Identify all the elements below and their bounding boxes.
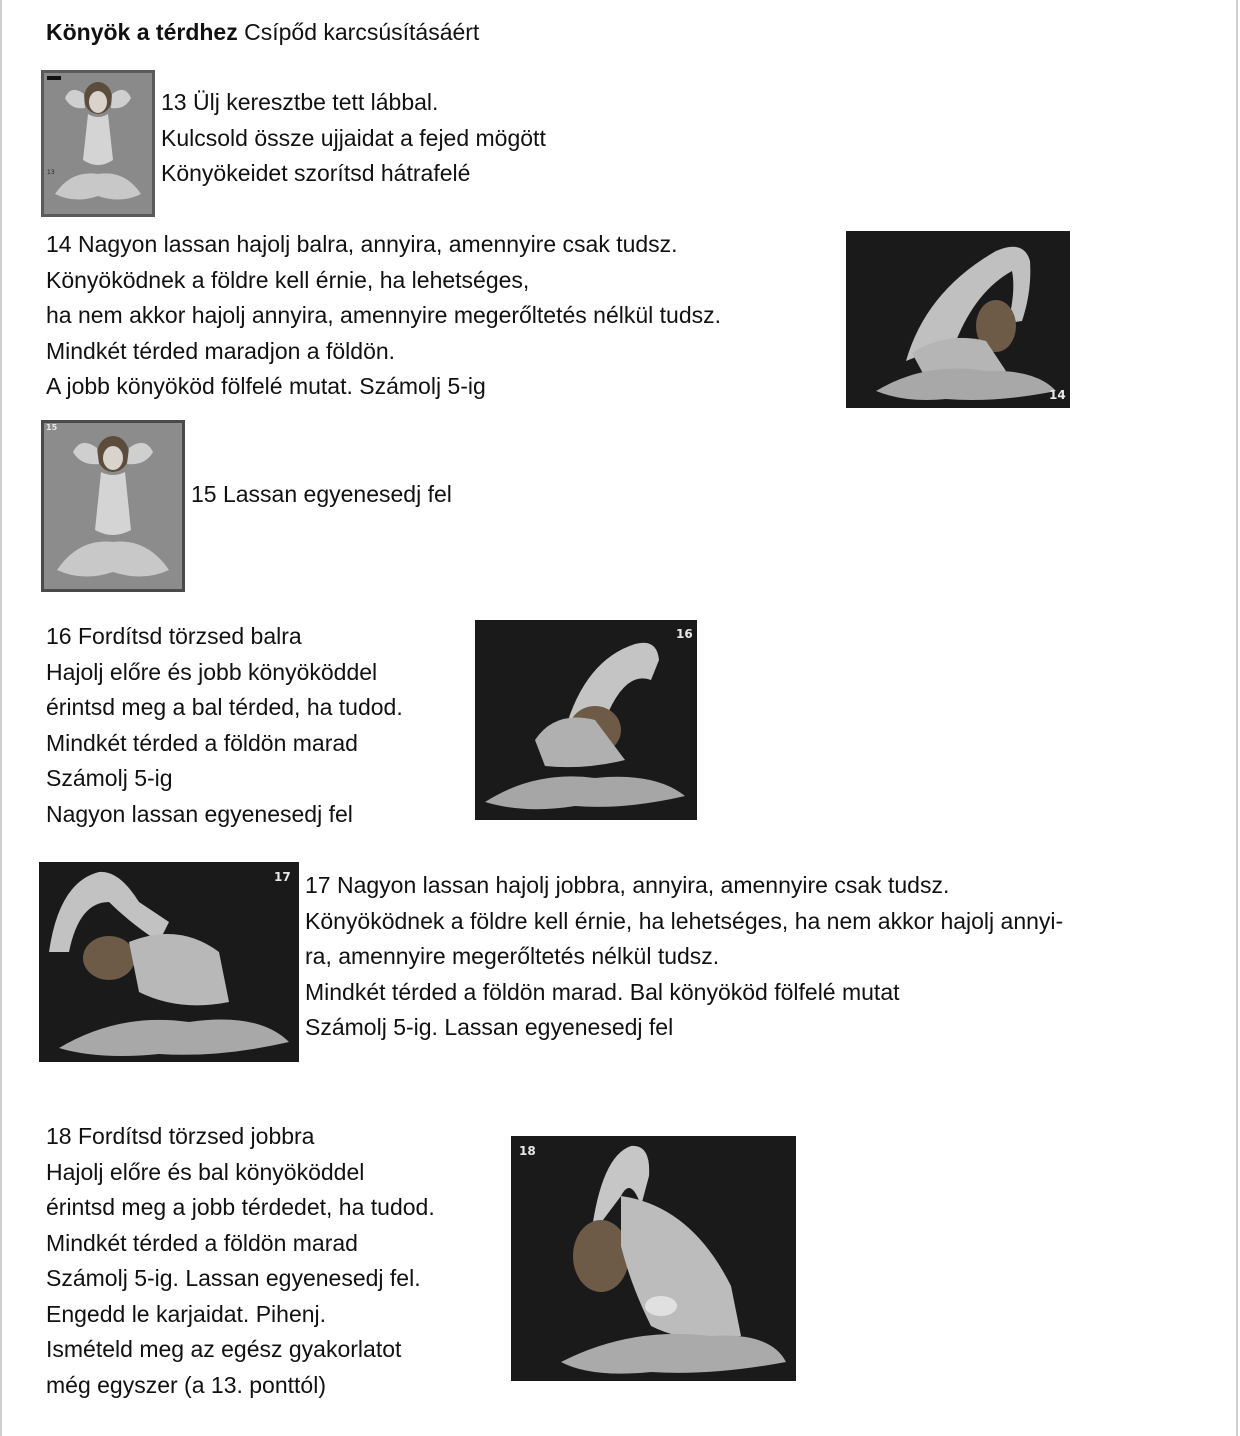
exercise-photo-17 [39,862,299,1062]
exercise-photo-14 [846,231,1070,408]
step-17-line: Mindkét térded a földön marad. Bal könyököd fölfelé mutat [305,978,900,1005]
step-14-line: 14 Nagyon lassan hajolj balra, annyira, amennyire csak tudsz. [46,231,678,257]
step-16-line: Mindkét térded a földön marad [46,729,358,756]
step-14-line: Könyöködnek a földre kell érnie, ha lehetséges, [46,266,530,293]
step-18-line: Ismételd meg az egész gyakorlatot [46,1336,402,1362]
step-16-line: érintsd meg a bal térded, ha tudod. [46,694,403,720]
title-subtitle: Csípőd karcsúsításáért [244,19,480,45]
step-14-line: A jobb könyököd fölfelé mutat. Számolj 5-ig [46,373,486,399]
step-17-line: ra, amennyire megerőltetés nélkül tudsz. [305,943,720,969]
svg-text:13: 13 [47,169,55,176]
photo-number-17: 17 [274,870,291,884]
step-16-line: 16 Fordítsd törzsed balra [46,623,302,649]
step-13-text [161,85,546,192]
step-17-text [305,868,1063,1046]
step-17-line: 17 Nagyon lassan hajolj jobbra, annyira, amennyire csak tudsz. [305,872,950,898]
title-bold: Könyök a térdhez [46,19,238,45]
photo-number-16: 16 [676,627,693,641]
step-18-line: Hajolj előre és bal könyököddel [46,1158,365,1185]
step-16-line: Hajolj előre és jobb könyököddel [46,658,378,685]
exercise-photo-16 [475,620,697,820]
exercise-photo-15 [41,420,185,592]
step-13-line: Kulcsold össze ujjaidat a fejed mögött [161,124,546,151]
photo-number-18: 18 [519,1144,536,1158]
step-17-line: Számolj 5-ig. Lassan egyenesedj fel [305,1014,674,1040]
photo-number-15: 15 [46,423,58,432]
page-border-right [1236,0,1238,1436]
step-14-line: Mindkét térded maradjon a földön. [46,337,396,364]
step-14-line: ha nem akkor hajolj annyira, amennyire megerőltetés nélkül tudsz. [46,302,722,328]
step-17-line: Könyöködnek a földre kell érnie, ha lehetséges, ha nem akkor hajolj annyi- [305,907,1064,934]
step-13-line: 13 Ülj keresztbe tett lábbal. [161,89,439,115]
step-18-line: Mindkét térded a földön marad [46,1229,358,1256]
page-border-left [0,0,2,1436]
step-18-line: érintsd meg a jobb térdedet, ha tudod. [46,1194,435,1220]
photo-number-14: 14 [1049,388,1066,402]
step-15-line: 15 Lassan egyenesedj fel [191,481,452,507]
exercise-photo-18 [511,1136,796,1381]
step-15-text [191,477,452,513]
step-13-line: Könyökeidet szorítsd hátrafelé [161,160,471,186]
step-16-line: Nagyon lassan egyenesedj fel [46,800,353,827]
step-16-text [46,619,403,832]
step-18-text [46,1119,435,1403]
step-18-line: Számolj 5-ig. Lassan egyenesedj fel. [46,1265,421,1291]
page-title [46,18,479,46]
step-18-line: még egyszer (a 13. ponttól) [46,1371,326,1398]
step-16-line: Számolj 5-ig [46,765,173,791]
exercise-photo-13 [41,70,155,217]
step-18-line: 18 Fordítsd törzsed jobbra [46,1123,315,1149]
step-18-line: Engedd le karjaidat. Pihenj. [46,1300,327,1327]
step-14-text [46,227,721,405]
